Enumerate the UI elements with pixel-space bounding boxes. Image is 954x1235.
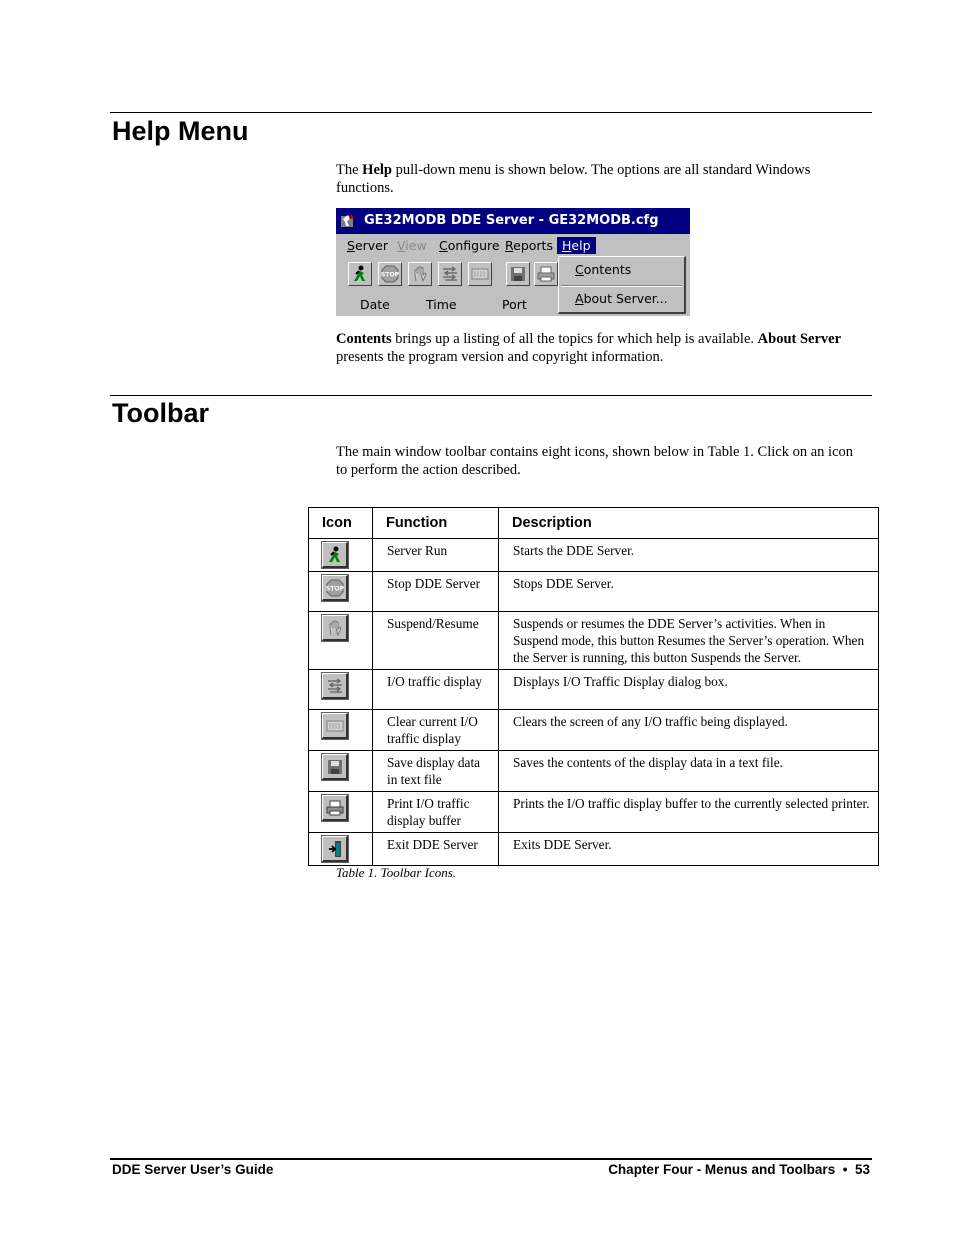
table-row	[309, 612, 879, 670]
table-cell-description: Stops DDE Server.	[499, 572, 879, 612]
clear-display-icon	[322, 713, 348, 739]
help-dropdown-menu	[558, 256, 686, 314]
stop-icon	[322, 575, 348, 601]
page-number: 53	[854, 1162, 870, 1177]
column-header-date[interactable]: Date	[360, 297, 390, 312]
app-icon	[340, 213, 356, 229]
table-cell-description: Prints the I/O traffic display buffer to the currently selected printer.	[499, 792, 879, 833]
io-traffic-icon	[441, 266, 459, 282]
table-cell-function: Clear current I/O traffic display	[373, 710, 499, 751]
toolbar-intro-paragraph: The main window toolbar contains eight icons, shown below in Table 1. Click on an icon to perform the action described.	[336, 444, 854, 478]
svg-text:STOP: STOP	[325, 585, 344, 592]
io-traffic-icon	[322, 673, 348, 699]
table-caption: Table 1. Toolbar Icons.	[336, 865, 457, 880]
table-cell-description: Starts the DDE Server.	[499, 539, 879, 572]
table-row	[309, 833, 879, 866]
hand-icon	[322, 615, 348, 641]
toolbar-stop-button[interactable]	[378, 262, 402, 286]
table-cell-function: Print I/O traffic display buffer	[373, 792, 499, 833]
table-row	[309, 792, 879, 833]
server-run-icon	[322, 542, 348, 568]
save-icon	[322, 754, 348, 780]
table-cell-function: Suspend/Resume	[373, 612, 499, 670]
table-cell-function: Stop DDE Server	[373, 572, 499, 612]
column-header-port[interactable]: Port	[502, 297, 527, 312]
help-intro-paragraph: The Help pull-down menu is shown below. The options are all standard Windows functions.	[336, 162, 811, 196]
window-title: GE32MODB DDE Server - GE32MODB.cfg	[364, 213, 659, 228]
footer-bullet: •	[842, 1162, 848, 1177]
section-rule	[110, 395, 872, 396]
table-row	[309, 539, 879, 572]
table-cell-function: Exit DDE Server	[373, 833, 499, 866]
toolbar-server-run-button[interactable]	[348, 262, 372, 286]
menu-configure[interactable]: Configure	[439, 238, 500, 253]
menu-server[interactable]: Server	[347, 238, 388, 253]
toolbar-save-button[interactable]	[506, 262, 530, 286]
table-row	[309, 572, 879, 612]
menu-item-about-server[interactable]: About Server...	[575, 291, 668, 306]
table-header: Icon	[309, 508, 373, 539]
menubar	[336, 234, 690, 256]
table-cell-description: Exits DDE Server.	[499, 833, 879, 866]
clear-display-icon	[471, 267, 489, 281]
table-header: Description	[499, 508, 879, 539]
table-cell-function: Save display data in text file	[373, 751, 499, 792]
server-run-icon	[352, 265, 368, 283]
help-menu-heading: Help Menu	[112, 116, 249, 146]
menu-item-contents[interactable]: Contents	[575, 262, 632, 277]
table-row	[309, 710, 879, 751]
toolbar-heading: Toolbar	[112, 398, 209, 428]
svg-text:STOP: STOP	[381, 271, 399, 279]
table-cell-description: Displays I/O Traffic Display dialog box.	[499, 670, 879, 710]
save-icon	[510, 266, 526, 282]
table-header: Function	[373, 508, 499, 539]
toolbar-icons-table	[308, 507, 879, 866]
footer-rule	[110, 1158, 872, 1160]
table-cell-function: Server Run	[373, 539, 499, 572]
print-icon	[537, 266, 555, 282]
menu-separator	[561, 285, 682, 287]
print-icon	[322, 795, 348, 821]
table-cell-function: I/O traffic display	[373, 670, 499, 710]
menu-help[interactable]: Help	[557, 237, 596, 254]
toolbar-clear-button[interactable]	[468, 262, 492, 286]
column-header-time[interactable]: Time	[426, 297, 457, 312]
footer-guide-title: DDE Server User’s Guide	[112, 1162, 274, 1177]
help-description-paragraph: Contents brings up a listing of all the topics for which help is available. About Server presents the program version and copyright information.	[336, 331, 842, 365]
exit-icon	[322, 836, 348, 862]
menu-view[interactable]: View	[397, 238, 427, 253]
stop-icon	[381, 265, 399, 283]
table-cell-description: Saves the contents of the display data in a text file.	[499, 751, 879, 792]
toolbar-print-button[interactable]	[534, 262, 558, 286]
toolbar-suspend-button[interactable]	[408, 262, 432, 286]
section-rule	[110, 112, 872, 113]
table-cell-description: Suspends or resumes the DDE Server’s activities. When in Suspend mode, this button Resumes the Server’s operation. When the Server is running, this button Suspends the Server.	[499, 612, 879, 670]
table-row	[309, 751, 879, 792]
table-cell-description: Clears the screen of any I/O traffic being displayed.	[499, 710, 879, 751]
hand-icon	[412, 265, 428, 283]
menu-reports[interactable]: Reports	[505, 238, 553, 253]
footer-chapter: Chapter Four - Menus and Toolbars • 53	[608, 1162, 870, 1177]
window-titlebar	[336, 208, 690, 234]
help-menu-screenshot	[336, 208, 690, 316]
table-header-row	[309, 508, 879, 539]
toolbar-io-traffic-button[interactable]	[438, 262, 462, 286]
table-row	[309, 670, 879, 710]
